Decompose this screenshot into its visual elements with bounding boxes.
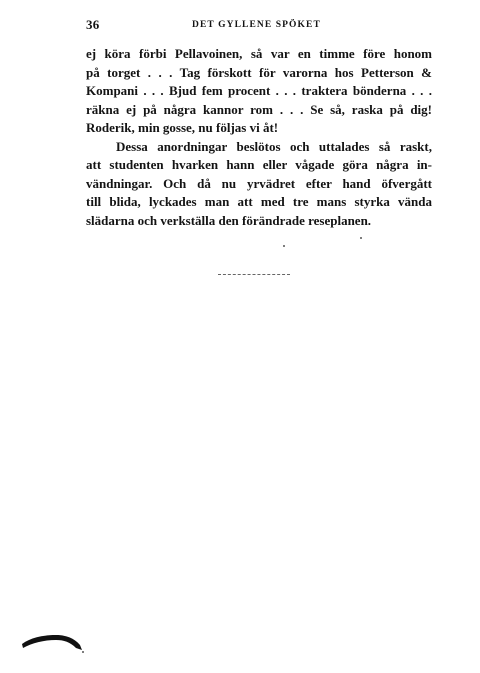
section-divider — [218, 274, 290, 275]
binding-mark — [20, 628, 84, 654]
text-line: räkna ej på några kannor rom . . . Se så, raska på dig! — [86, 101, 432, 117]
text-line: vändningar. Och då nu yrvädret efter hand öfvergått — [86, 175, 432, 191]
text-line: Roderik, min gosse, nu följas vi åt! — [86, 120, 279, 135]
text-line: på torget . . . Tag förskott för varorna hos Petterson & — [86, 64, 432, 80]
text-line: att studenten hvarken hann eller vågade göra några in- — [86, 157, 432, 172]
text-line: ej köra förbi Pellavoinen, så var en timme före honom — [86, 46, 432, 61]
text-line: till blida, lyckades man att med tre mans styrka vända — [86, 194, 432, 209]
running-title: DET GYLLENE SPÖKET — [192, 20, 321, 30]
text-line: Kompani . . . Bjud fem procent . . . traktera bönderna . . . — [86, 83, 432, 98]
ink-speck — [360, 237, 362, 239]
ink-speck — [283, 245, 285, 247]
text-line: Dessa anordningar beslötos och uttalades så raskt, — [116, 138, 432, 154]
text-line: slädarna och verkställa den förändrade reseplanen. — [86, 212, 372, 228]
page-number: 36 — [86, 17, 100, 32]
body-text — [86, 45, 432, 230]
